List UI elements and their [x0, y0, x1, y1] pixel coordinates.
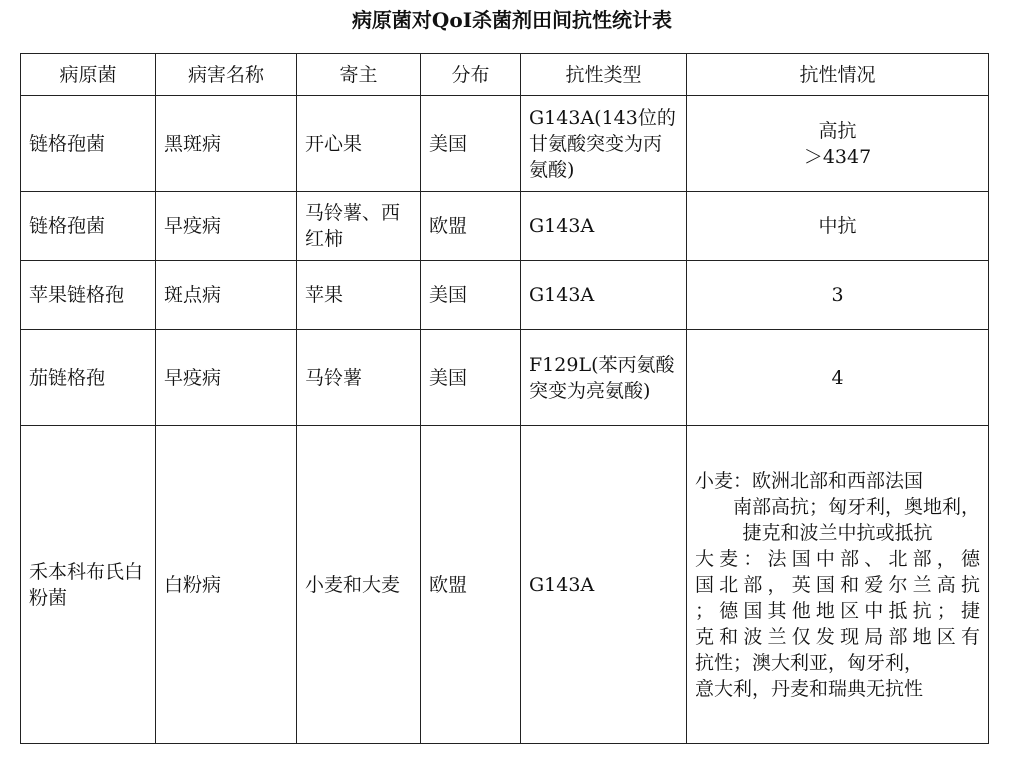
cell-region: 欧盟	[421, 426, 521, 744]
resistance-note-line: 小麦：欧洲北部和西部法国	[695, 469, 924, 492]
resistance-note-line: 抗性；澳大利亚，匈牙利，	[695, 651, 924, 674]
header-host: 寄主	[297, 54, 421, 96]
resistance-note-line: 国北部，英国和爱尔兰高抗	[695, 573, 980, 596]
cell-disease: 早疫病	[156, 330, 297, 426]
header-resistance-type: 抗性类型	[521, 54, 687, 96]
table-row	[21, 330, 989, 426]
cell-resistance-type: G143A	[521, 426, 687, 744]
resistance-note-line: 大麦：法国中部、北部，德	[695, 547, 980, 570]
resistance-note-line: 捷克和波兰中抗或抵抗	[742, 521, 933, 544]
cell-resistance-type: F129L(苯丙氨酸突变为亮氨酸)	[521, 330, 687, 426]
header-region: 分布	[421, 54, 521, 96]
table-row	[21, 96, 989, 192]
cell-pathogen: 苹果链格孢	[21, 261, 156, 330]
cell-disease: 早疫病	[156, 192, 297, 261]
cell-disease: 斑点病	[156, 261, 297, 330]
cell-host: 马铃薯、西红柿	[297, 192, 421, 261]
cell-region: 美国	[421, 330, 521, 426]
cell-resistance-status	[687, 426, 989, 744]
cell-region: 美国	[421, 96, 521, 192]
cell-disease: 白粉病	[156, 426, 297, 744]
resistance-note-line: 克和波兰仅发现局部地区有	[695, 625, 980, 648]
page-title: 病原菌对QoI杀菌剂田间抗性统计表	[351, 8, 673, 32]
cell-host: 开心果	[297, 96, 421, 192]
cell-pathogen: 链格孢菌	[21, 192, 156, 261]
cell-resistance-status: 高抗 ＞4347	[687, 96, 989, 192]
resistance-note-line: 南部高抗；匈牙利，奥地利，	[732, 495, 980, 518]
cell-resistance-type: G143A(143位的甘氨酸突变为丙氨酸)	[521, 96, 687, 192]
cell-resistance-status: 中抗	[687, 192, 989, 261]
cell-resistance-status: 4	[687, 330, 989, 426]
cell-host: 小麦和大麦	[297, 426, 421, 744]
table-row	[21, 426, 989, 744]
cell-resistance-type: G143A	[521, 261, 687, 330]
cell-resistance-status: 3	[687, 261, 989, 330]
cell-pathogen: 禾本科布氏白粉菌	[21, 426, 156, 744]
cell-disease: 黑斑病	[156, 96, 297, 192]
cell-pathogen: 茄链格孢	[21, 330, 156, 426]
header-disease: 病害名称	[156, 54, 297, 96]
resistance-table	[20, 53, 989, 744]
cell-region: 美国	[421, 261, 521, 330]
header-pathogen: 病原菌	[21, 54, 156, 96]
resistance-note-line: 意大利，丹麦和瑞典无抗性	[695, 677, 924, 700]
table-row	[21, 192, 989, 261]
cell-region: 欧盟	[421, 192, 521, 261]
table-row	[21, 261, 989, 330]
cell-host: 马铃薯	[297, 330, 421, 426]
table-header-row	[21, 54, 989, 96]
cell-host: 苹果	[297, 261, 421, 330]
header-resistance-status: 抗性情况	[687, 54, 989, 96]
cell-resistance-type: G143A	[521, 192, 687, 261]
resistance-note-line: ；德国其他地区中抵抗；捷	[695, 599, 980, 622]
cell-pathogen: 链格孢菌	[21, 96, 156, 192]
